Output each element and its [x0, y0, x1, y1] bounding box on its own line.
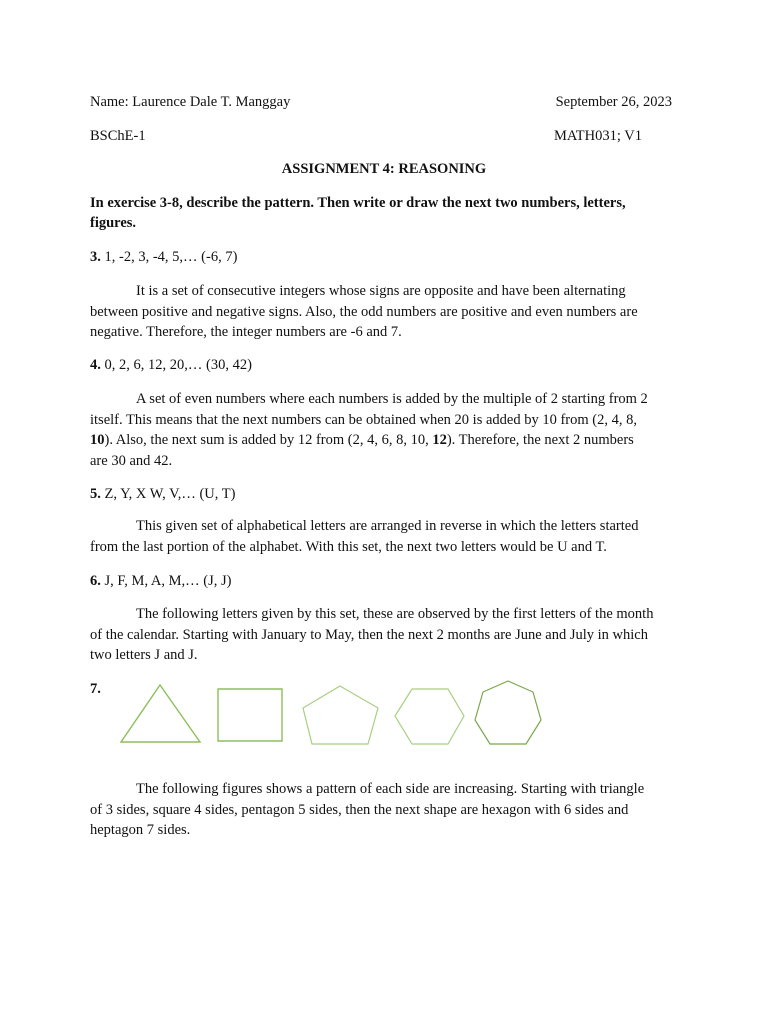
- answer-line: The following figures shows a pattern of each side are increasing. Starting with triangle: [136, 781, 645, 797]
- question-number: 7.: [90, 681, 101, 697]
- answer-line: A set of even numbers where each numbers is added by the multiple of 2 starting from 2: [136, 391, 648, 407]
- answer-line: of 3 sides, square 4 sides, pentagon 5 sides, then the next shape are hexagon with 6 sides and: [90, 801, 629, 818]
- assignment-date: September 26, 2023: [555, 94, 672, 110]
- instructions-line-2: figures.: [90, 215, 137, 231]
- question-sequence: J, F, M, A, M,… (J, J): [100, 573, 232, 589]
- answer-text: ). Therefore, the next 2 numbers: [446, 432, 634, 448]
- question-number: 4.: [90, 357, 101, 373]
- question-5-answer: [90, 516, 678, 557]
- answer-line: of the calendar. Starting with January to May, then the next 2 months are June and July in which: [90, 626, 648, 643]
- course-code: MATH031; V1: [554, 128, 642, 144]
- hexagon-figure: [395, 689, 464, 744]
- question-5-heading: [90, 484, 235, 504]
- question-3-heading: [90, 247, 237, 267]
- question-6-heading: [90, 571, 231, 591]
- program-label: BSChE-1: [90, 128, 146, 144]
- question-7-heading: [90, 679, 101, 699]
- polygon-figures: [112, 676, 552, 756]
- answer-line: It is a set of consecutive integers whose signs are opposite and have been alternating: [136, 283, 626, 299]
- answer-line: two letters J and J.: [90, 647, 198, 663]
- square-figure: [218, 689, 282, 741]
- bold-number: 12: [432, 432, 447, 448]
- triangle-figure: [121, 685, 200, 742]
- question-3-answer: [90, 281, 678, 343]
- question-4-answer: [90, 389, 678, 471]
- pentagon-figure: [303, 686, 378, 744]
- answer-line: heptagon 7 sides.: [90, 822, 191, 838]
- answer-line: between positive and negative signs. Also, the odd numbers are positive and even numbers are: [90, 303, 638, 320]
- question-6-answer: [90, 604, 678, 666]
- question-sequence: Z, Y, X W, V,… (U, T): [100, 486, 236, 502]
- question-7-answer: [90, 779, 678, 841]
- answer-line: from the last portion of the alphabet. With this set, the next two letters would be U and T.: [90, 538, 607, 555]
- answer-line: are 30 and 42.: [90, 452, 173, 469]
- question-number: 5.: [90, 486, 101, 502]
- answer-line: [90, 430, 678, 451]
- question-sequence: 0, 2, 6, 12, 20,… (30, 42): [100, 357, 252, 373]
- heptagon-figure: [475, 681, 541, 744]
- answer-line: itself. This means that the next numbers can be obtained when 20 is added by 10 from (2, 4, 8,: [90, 411, 637, 428]
- answer-line: The following letters given by this set, these are observed by the first letters of the month: [136, 606, 654, 622]
- instructions-line-1: In exercise 3-8, describe the pattern. Then write or draw the next two numbers, letters,: [90, 195, 626, 211]
- question-4-heading: [90, 355, 252, 375]
- page-title: ASSIGNMENT 4: REASONING: [281, 161, 487, 177]
- question-number: 6.: [90, 573, 101, 589]
- bold-number: 10: [90, 432, 105, 448]
- answer-text: ). Also, the next sum is added by 12 from (2, 4, 6, 8, 10,: [104, 432, 433, 448]
- question-number: 3.: [90, 249, 101, 265]
- answer-line: This given set of alphabetical letters are arranged in reverse in which the letters started: [136, 518, 639, 534]
- answer-line: negative. Therefore, the integer numbers are -6 and 7.: [90, 324, 402, 340]
- question-sequence: 1, -2, 3, -4, 5,… (-6, 7): [100, 249, 238, 265]
- student-name: Name: Laurence Dale T. Manggay: [90, 94, 291, 110]
